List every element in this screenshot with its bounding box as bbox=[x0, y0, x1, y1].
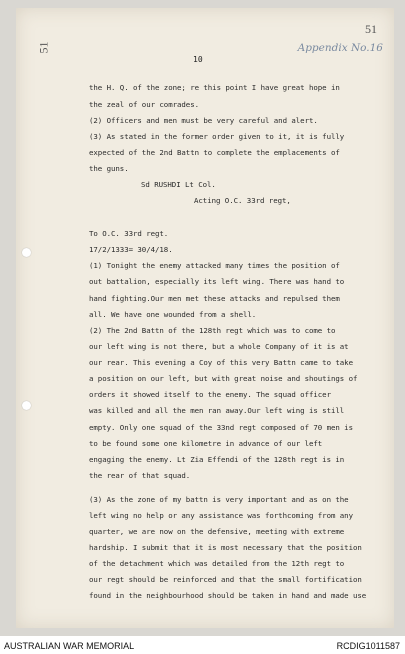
text-line: found in the neighbourhood should be taken in hand and made use bbox=[89, 591, 367, 600]
date-line: 17/2/1333= 30/4/18. bbox=[89, 245, 173, 254]
text-line: our left wing is not there, but a whole Company of it is at bbox=[89, 342, 349, 351]
text-line: left wing no help or any assistance was forthcoming from any bbox=[89, 511, 353, 520]
text-line: the rear of that squad. bbox=[89, 471, 191, 480]
text-line: (2) Officers and men must be very careful and alert. bbox=[89, 116, 318, 125]
text-line: engaging the enemy. Lt Zia Effendi of the 128th regt is in bbox=[89, 455, 345, 464]
text-line: our regt should be reinforced and that the small fortification bbox=[89, 575, 362, 584]
signature-line: Sd RUSHDI Lt Col. bbox=[141, 180, 216, 189]
folio-number-right: 51 bbox=[365, 22, 377, 36]
text-line: (2) The 2nd Battn of the 128th regt which was to come to bbox=[89, 326, 336, 335]
text-line: (1) Tonight the enemy attacked many times the position of bbox=[89, 261, 340, 270]
text-line: of the detachment which was detailed from the 12th regt to bbox=[89, 559, 345, 568]
text-line: out battalion, especially its left wing. There was hand to bbox=[89, 277, 345, 286]
text-line: our rear. This evening a Coy of this very Battn came to take bbox=[89, 358, 353, 367]
text-line: hand fighting.Our men met these attacks and repulsed them bbox=[89, 294, 340, 303]
folio-number-left: 51 bbox=[36, 41, 51, 54]
text-line: hardship. I submit that it is most necessary that the position bbox=[89, 543, 362, 552]
text-line: all. We have one wounded from a shell. bbox=[89, 310, 257, 319]
text-line: a position on our left, but with great noise and shoutings of bbox=[89, 374, 358, 383]
text-line: orders it showed itself to the enemy. The squad officer bbox=[89, 390, 331, 399]
text-line: was killed and all the men ran away.Our left wing is still bbox=[89, 406, 345, 415]
text-line: (3) As stated in the former order given to it, it is fully bbox=[89, 132, 345, 141]
appendix-annotation: Appendix No.16 bbox=[297, 42, 383, 54]
text-line: expected of the 2nd Battn to complete the emplacements of bbox=[89, 148, 340, 157]
addressee-line: To O.C. 33rd regt. bbox=[89, 229, 169, 238]
text-line: (3) As the zone of my battn is very important and as on the bbox=[89, 495, 349, 504]
punch-hole bbox=[22, 248, 31, 257]
text-line: the guns. bbox=[89, 164, 129, 173]
text-line: empty. Only one squad of the 33nd regt composed of 70 men is bbox=[89, 423, 353, 432]
text-line: quarter, we are now on the defensive, meeting with extreme bbox=[89, 527, 345, 536]
footer-record-id: RCDIG1011587 bbox=[336, 641, 400, 651]
punch-hole bbox=[22, 401, 31, 410]
text-line: to be found some one kilometre in advance of our left bbox=[89, 439, 323, 448]
signature-title: Acting O.C. 33rd regt, bbox=[194, 196, 291, 205]
text-line: the zeal of our comrades. bbox=[89, 100, 199, 109]
footer-institution: AUSTRALIAN WAR MEMORIAL bbox=[4, 641, 135, 651]
text-line: the H. Q. of the zone; re this point I have great hope in bbox=[89, 83, 340, 92]
page-number: 10 bbox=[193, 55, 203, 64]
